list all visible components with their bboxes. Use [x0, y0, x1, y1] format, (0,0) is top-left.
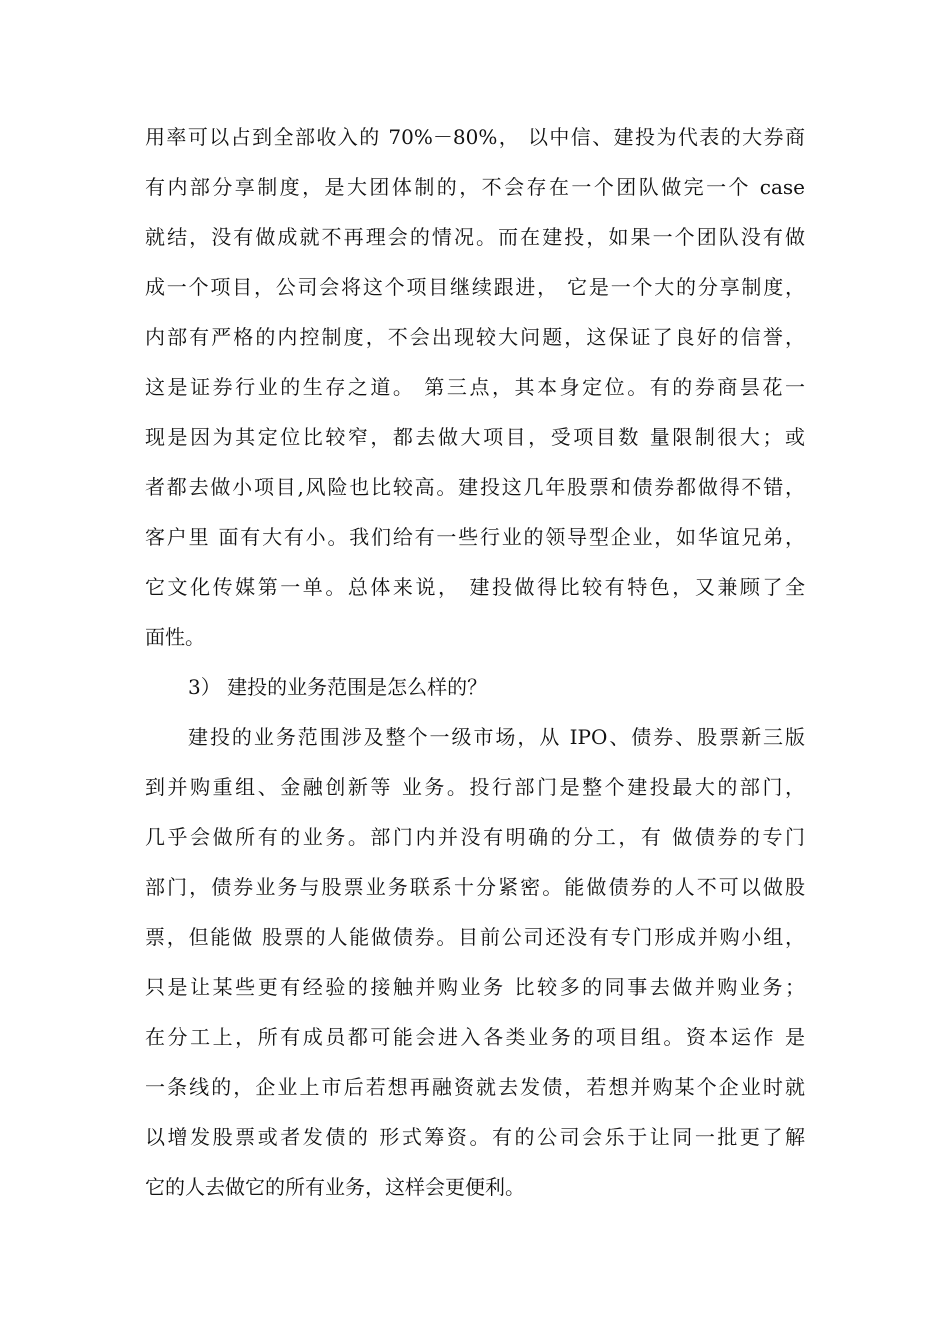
paragraph-1-line-9: 客户里 面有大有小。我们给有一些行业的领导型企业，如华谊兄弟， [145, 525, 805, 549]
paragraph-2-line-6: 只是让某些更有经验的接触并购业务 比较多的同事去做并购业务； [145, 975, 805, 999]
paragraph-1-line-2: 有内部分享制度，是大团体制的，不会存在一个团队做完一个 case [145, 175, 805, 199]
paragraph-1-line-3: 就结，没有做成就不再理会的情况。而在建投，如果一个团队没有做 [145, 225, 805, 249]
paragraph-2-line-3: 几乎会做所有的业务。部门内并没有明确的分工，有 做债券的专门 [145, 825, 805, 849]
paragraph-1-line-4: 成一个项目，公司会将这个项目继续跟进， 它是一个大的分享制度， [145, 275, 805, 299]
paragraph-1-line-11: 面性。 [145, 625, 205, 649]
paragraph-2-line-4: 部门，债券业务与股票业务联系十分紧密。能做债券的人不可以做股 [145, 875, 805, 899]
paragraph-2-line-10: 它的人去做它的所有业务，这样会更便利。 [145, 1175, 525, 1199]
paragraph-1-line-1: 用率可以占到全部收入的 70%－80%， 以中信、建投为代表的大券商 [145, 125, 805, 149]
paragraph-1-line-7: 现是因为其定位比较窄，都去做大项目，受项目数 量限制很大；或 [145, 425, 805, 449]
paragraph-2-line-5: 票，但能做 股票的人能做债券。目前公司还没有专门形成并购小组， [145, 925, 805, 949]
paragraph-1-line-10: 它文化传媒第一单。总体来说， 建投做得比较有特色，又兼顾了全 [145, 575, 805, 599]
paragraph-1-line-5: 内部有严格的内控制度，不会出现较大问题，这保证了良好的信誉， [145, 325, 805, 349]
section-heading: 3） 建投的业务范围是怎么样的？ [188, 675, 488, 699]
paragraph-1-line-8: 者都去做小项目,风险也比较高。建投这几年股票和债券都做得不错， [145, 475, 805, 499]
paragraph-1-line-6: 这是证券行业的生存之道。 第三点，其本身定位。有的券商昙花一 [145, 375, 805, 399]
paragraph-2-line-7: 在分工上，所有成员都可能会进入各类业务的项目组。资本运作 是 [145, 1025, 805, 1049]
paragraph-2-line-8: 一条线的，企业上市后若想再融资就去发债，若想并购某个企业时就 [145, 1075, 805, 1099]
paragraph-2-line-2: 到并购重组、金融创新等 业务。投行部门是整个建投最大的部门， [145, 775, 805, 799]
paragraph-2-line-9: 以增发股票或者发债的 形式筹资。有的公司会乐于让同一批更了解 [145, 1125, 805, 1149]
paragraph-2-line-1: 建投的业务范围涉及整个一级市场，从 IPO、债券、股票新三版 [188, 725, 805, 749]
